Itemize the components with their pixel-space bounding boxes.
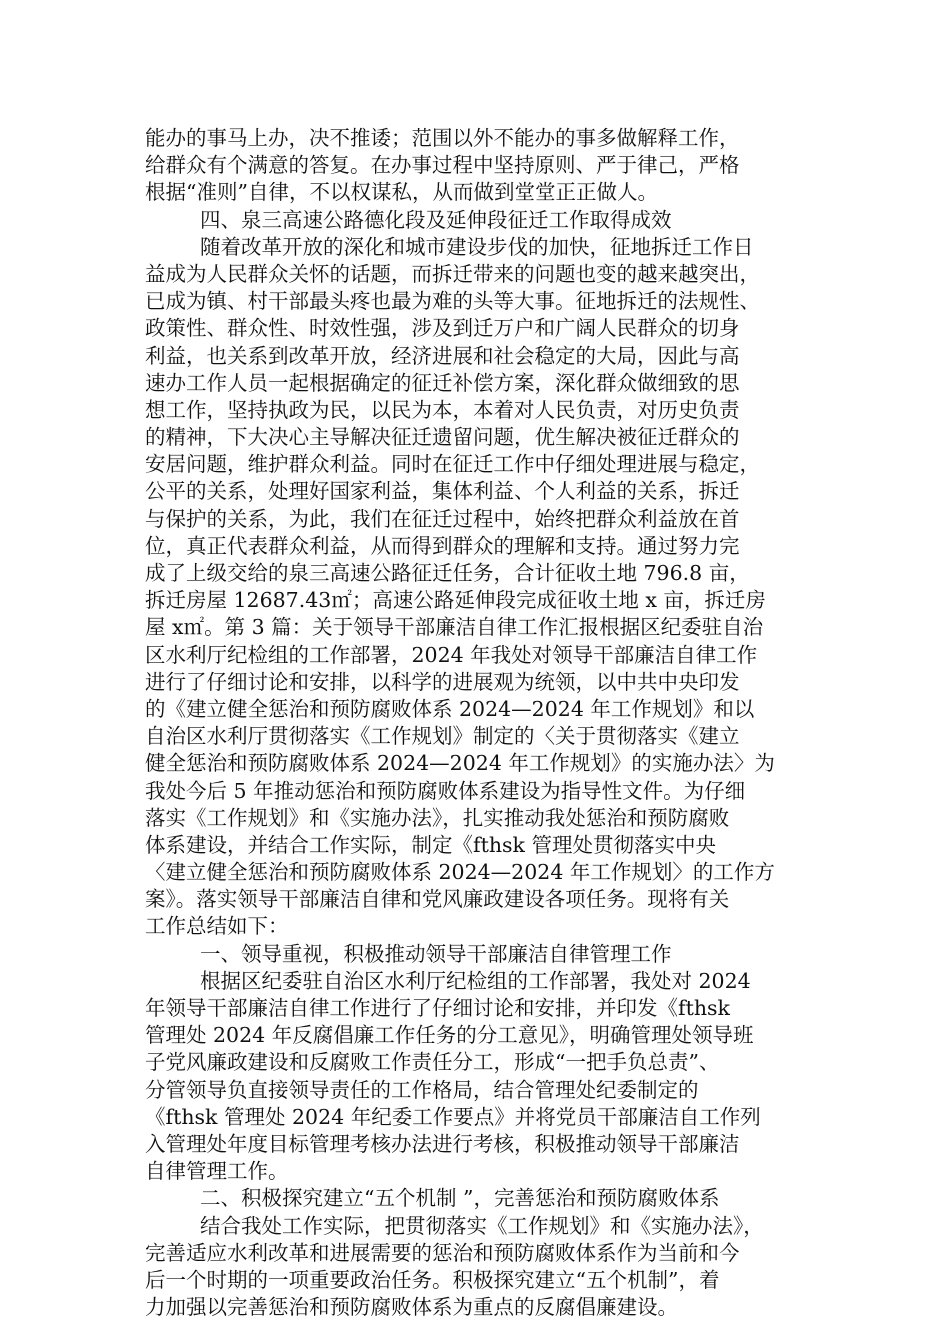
text-line: 管理处 2024 年反腐倡廉工作任务的分工意见》，明确管理处领导班 [145,1023,754,1048]
paragraph-first-line: 随着改革开放的深化和城市建设步伐的加快，征地拆迁工作日 [200,234,754,259]
text-line: 成了上级交给的泉三高速公路征迁任务，合计征收土地 796.8 亩， [145,561,750,585]
text-line: 入管理处年度目标管理考核办法进行考核，积极推动领导干部廉洁 [145,1131,740,1156]
text-line: 〈建立健全惩治和预防腐败体系 2024—2024 年工作规划〉的工作方 [145,860,775,885]
text-line: 已成为镇、村干部最头疼也最为难的头等大事。征地拆迁的法规性、 [145,289,760,314]
text-line: 力加强以完善惩治和预防腐败体系为重点的反腐倡廉建设。 [145,1295,678,1320]
text-line: 案》。落实领导干部廉洁自律和党风廉政建设各项任务。现将有关 [145,887,730,912]
text-line: 政策性、群众性、时效性强，涉及到迁万户和广阔人民群众的切身 [145,316,740,341]
text-line: 屋 x㎡。第 3 篇：关于领导干部廉洁自律工作汇报根据区纪委驻自治 [145,615,764,640]
text-line: 能办的事马上办，决不推诿；范围以外不能办的事多做解释工作， [145,126,740,150]
text-line: 安居问题，维护群众利益。同时在征迁工作中仔细处理进展与稳定， [145,452,760,477]
text-line: 分管领导负直接领导责任的工作格局，结合管理处纪委制定的 [145,1077,699,1102]
text-line: 年领导干部廉洁自律工作进行了仔细讨论和安排，并印发《fthsk [145,996,730,1020]
text-line: 完善适应水利改革和进展需要的惩治和预防腐败体系作为当前和今 [145,1240,740,1265]
text-line: 子党风廉政建设和反腐败工作责任分工，形成“一把手负总责”、 [145,1050,720,1075]
text-line: 的《建立健全惩治和预防腐败体系 2024—2024 年工作规划》和以 [145,696,755,721]
text-line: 我处今后 5 年推动惩治和预防腐败体系建设为指导性文件。为仔细 [145,778,746,803]
text-line: 与保护的关系，为此，我们在征迁过程中，始终把群众利益放在首 [145,506,740,531]
text-line: 拆迁房屋 12687.43㎡；高速公路延伸段完成征收土地 x 亩，拆迁房 [145,588,766,613]
text-line: 的精神，下大决心主导解决征迁遗留问题，优生解决被征迁群众的 [145,425,740,450]
paragraph-first-line: 结合我处工作实际，把贯彻落实《工作规划》和《实施办法》， [200,1213,764,1238]
section-heading: 二、积极探究建立“五个机制 ”，完善惩治和预防腐败体系 [200,1186,720,1211]
text-line: 公平的关系，处理好国家利益，集体利益、个人利益的关系，拆迁 [145,479,740,504]
text-line: 区水利厅纪检组的工作部署，2024 年我处对领导干部廉洁自律工作 [145,642,758,667]
text-line: 进行了仔细讨论和安排，以科学的进展观为统领，以中共中央印发 [145,669,740,694]
text-line: 益成为人民群众关怀的话题，而拆迁带来的问题也变的越来越突出， [145,261,760,286]
text-line: 给群众有个满意的答复。在办事过程中坚持原则、严于律己，严格 [145,153,740,178]
document-body [145,125,835,1321]
section-heading: 四、泉三高速公路德化段及延伸段征迁工作取得成效 [200,207,672,232]
text-line: 速办工作人员一起根据确定的征迁补偿方案，深化群众做细致的思 [145,370,740,395]
text-line: 健全惩治和预防腐败体系 2024—2024 年工作规划》的实施办法〉为 [145,751,775,776]
text-line: 根据“准则”自律，不以权谋私，从而做到堂堂正正做人。 [145,180,658,205]
section-heading: 一、领导重视，积极推动领导干部廉洁自律管理工作 [200,941,672,966]
text-line: 落实《工作规划》和《实施办法》，扎实推动我处惩治和预防腐败 [145,805,730,830]
paragraph-first-line: 根据区纪委驻自治区水利厅纪检组的工作部署，我处对 2024 [200,968,751,993]
text-line: 自治区水利厅贯彻落实《工作规划》制定的〈关于贯彻落实《建立 [145,724,740,749]
text-line: 利益，也关系到改革开放，经济进展和社会稳定的大局，因此与高 [145,343,740,368]
text-line: 想工作，坚持执政为民，以民为本，本着对人民负责，对历史负责 [145,397,740,422]
text-line: 工作总结如下： [145,914,289,939]
text-line: 体系建设，并结合工作实际，制定《fthsk 管理处贯彻落实中央 [145,832,716,857]
text-line: 后一个时期的一项重要政治任务。积极探究建立“五个机制”，着 [145,1267,720,1292]
text-line: 位，真正代表群众利益，从而得到群众的理解和支持。通过努力完 [145,533,740,558]
text-line: 自律管理工作。 [145,1159,289,1184]
text-line: 《fthsk 管理处 2024 年纪委工作要点》并将党员干部廉洁自工作列 [145,1104,761,1129]
